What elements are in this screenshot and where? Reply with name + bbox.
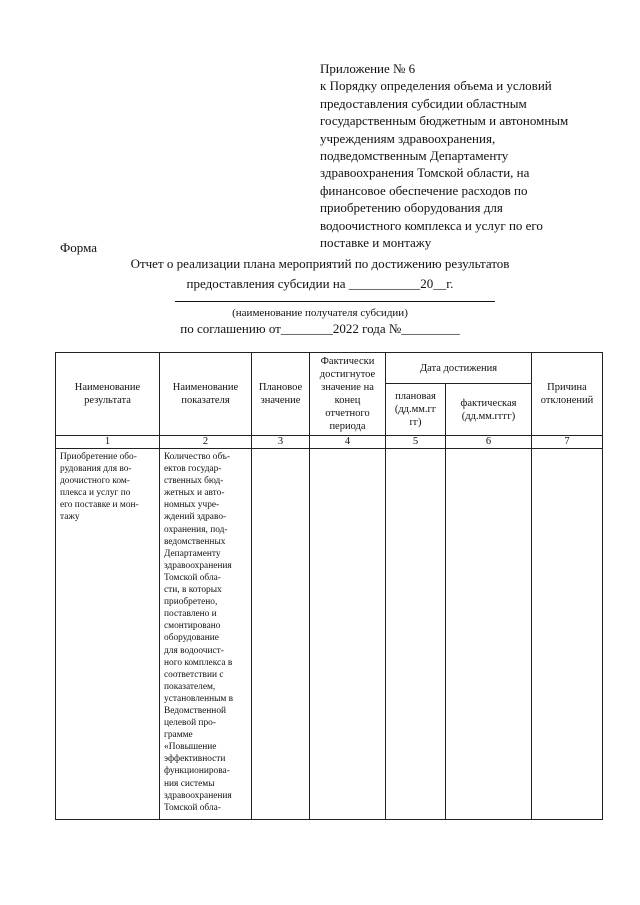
indicator-text-line: Ведомственной	[164, 705, 227, 716]
report-table	[55, 352, 603, 820]
column-number: 7	[532, 436, 603, 449]
appendix-line: финансовое обеспечение расходов по	[320, 182, 528, 198]
indicator-text-line: установленным в	[164, 693, 234, 704]
header-achievement-date: Дата достижения	[386, 353, 532, 384]
header-indicator-name: Наименование показателя	[160, 353, 252, 436]
column-number: 1	[56, 436, 160, 449]
indicator-text-line: здравоохранения	[164, 790, 232, 801]
result-text	[60, 451, 156, 524]
form-label: Форма	[60, 240, 97, 255]
result-text-line: рудования для во-	[60, 464, 132, 475]
appendix-line: государственным бюджетным и автономным	[320, 113, 569, 129]
result-cell	[56, 449, 160, 820]
appendix-line: предоставления субсидии областным	[320, 95, 527, 111]
appendix-line: водоочистного комплекса и услуг по его	[320, 217, 543, 233]
report-title-line-2: предоставления субсидии на ___________20__г.	[186, 276, 454, 291]
result-text-line: плекса и услуг по	[60, 488, 131, 499]
indicator-text-line: «Повышение	[164, 742, 217, 753]
indicator-cell	[160, 449, 252, 820]
column-number: 5	[386, 436, 446, 449]
indicator-text-line: ственных бюд-	[164, 476, 224, 487]
column-number: 4	[310, 436, 386, 449]
appendix-line: к Порядку определения объема и условий	[320, 78, 552, 94]
result-text-line: Приобретение обо-	[60, 452, 137, 462]
recipient-name-line	[175, 301, 495, 302]
indicator-text	[164, 451, 248, 814]
indicator-text-line: ектов государ-	[164, 464, 222, 475]
indicator-text-line: номных учре-	[164, 500, 220, 511]
indicator-text-line: охранения, под-	[164, 524, 228, 535]
indicator-text-line: Количество объ-	[164, 452, 230, 462]
indicator-text-line: эффективности	[164, 754, 226, 765]
indicator-text-line: смонтировано	[164, 621, 221, 632]
indicator-text-line: ждений здраво-	[164, 512, 227, 523]
header-deviation-reason: Причина отклонений	[532, 353, 603, 436]
column-number: 3	[252, 436, 310, 449]
column-number: 2	[160, 436, 252, 449]
deviation-reason-cell	[532, 449, 603, 820]
indicator-text-line: целевой про-	[164, 718, 216, 729]
date-planned-cell	[386, 449, 446, 820]
appendix-line: здравоохранения Томской области, на	[320, 165, 530, 181]
header-actual-value: Фактически достигнутое значение на конец отчетного периода	[310, 353, 386, 436]
indicator-text-line: Томской обла-	[164, 572, 221, 583]
indicator-text-line: сти, в которых	[164, 585, 222, 596]
table-row	[56, 449, 603, 820]
appendix-block	[320, 60, 620, 251]
agreement-line: по соглашению от________2022 года №_________	[180, 321, 460, 336]
actual-value-cell	[310, 449, 386, 820]
header-planned-value: Плановое значение	[252, 353, 310, 436]
header-date-planned: плановая (дд.мм.гг гг)	[386, 384, 446, 436]
indicator-text-line: соответствии с	[164, 669, 224, 680]
indicator-text-line: ведомственных	[164, 536, 226, 547]
appendix-line: Приложение № 6	[320, 61, 416, 76]
indicator-text-line: ного комплекса в	[164, 657, 233, 668]
recipient-caption: (наименование получателя субсидии)	[232, 307, 408, 319]
result-text-line: его поставке и мон-	[60, 500, 139, 511]
column-number: 6	[446, 436, 532, 449]
date-actual-cell	[446, 449, 532, 820]
indicator-text-line: Томской обла-	[164, 802, 221, 813]
indicator-text-line: для водоочист-	[164, 645, 224, 656]
header-date-actual: фактическая (дд.мм.гггг)	[446, 384, 532, 436]
indicator-text-line: поставлено и	[164, 609, 217, 620]
indicator-text-line: Департаменту	[164, 548, 221, 559]
appendix-line: подведомственным Департаменту	[320, 148, 509, 164]
report-title-line-1: Отчет о реализации плана мероприятий по достижению результатов	[130, 256, 510, 271]
indicator-text-line: приобретено,	[164, 597, 218, 608]
indicator-text-line: здравоохранения	[164, 560, 232, 571]
planned-value-cell	[252, 449, 310, 820]
indicator-text-line: показателем,	[164, 681, 216, 692]
appendix-line: поставке и монтажу	[320, 235, 432, 251]
indicator-text-line: жетных и авто-	[164, 488, 225, 499]
header-result-name: Наименование результата	[56, 353, 160, 436]
indicator-text-line: функционирова-	[164, 766, 230, 777]
appendix-line: учреждениям здравоохранения,	[320, 130, 496, 146]
indicator-text-line: оборудование	[164, 633, 219, 644]
appendix-line: приобретению оборудования для	[320, 200, 503, 216]
indicator-text-line: грамме	[164, 730, 193, 741]
indicator-text-line: ния системы	[164, 778, 215, 789]
result-text-line: тажу	[60, 512, 80, 523]
result-text-line: доочистного ком-	[60, 476, 130, 487]
